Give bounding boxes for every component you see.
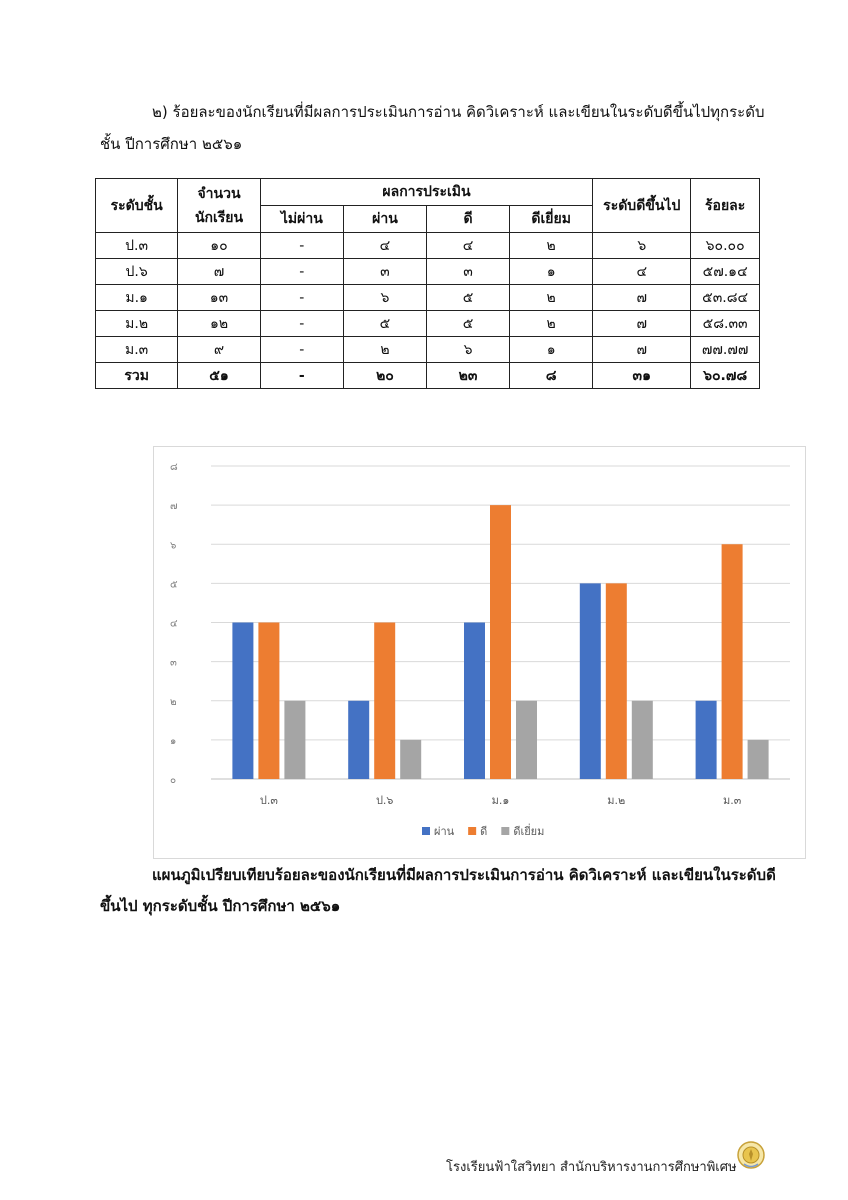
bar-chart — [153, 446, 806, 859]
bar-good — [258, 623, 279, 780]
header-pass: ผ่าน — [343, 206, 426, 233]
bar-pass — [696, 701, 717, 779]
y-tick-label: ๖ — [170, 540, 177, 552]
table-row — [96, 285, 760, 311]
bar-excellent — [632, 701, 653, 779]
cell: ๖๐.๐๐ — [691, 233, 760, 259]
table-row — [96, 337, 760, 363]
header-good-up: ระดับดีขึ้นไป — [593, 179, 691, 233]
x-tick-label: ป.๖ — [375, 794, 394, 807]
legend-label: ดี — [480, 825, 488, 838]
y-tick-label: ๐ — [170, 775, 177, 786]
cell: ๔ — [343, 233, 426, 259]
cell: ป.๓ — [96, 233, 178, 259]
cell: ๖ — [593, 233, 691, 259]
cell: ๑๒ — [178, 311, 260, 337]
header-percent: ร้อยละ — [691, 179, 760, 233]
bar-excellent — [284, 701, 305, 779]
cell: ม.๓ — [96, 337, 178, 363]
cell: ๕ — [427, 311, 510, 337]
cell: ๓ — [343, 259, 426, 285]
bar-pass — [464, 623, 485, 780]
cell: ๙ — [178, 337, 260, 363]
cell: - — [260, 337, 343, 363]
x-tick-label: ป.๓ — [259, 794, 278, 807]
legend-swatch — [501, 827, 509, 835]
cell: ๖๐.๗๘ — [691, 363, 760, 389]
table-row — [96, 311, 760, 337]
cell: ๑๐ — [178, 233, 260, 259]
cell: - — [260, 363, 343, 389]
cell: ๕ — [427, 285, 510, 311]
cell: ๕๗.๑๔ — [691, 259, 760, 285]
cell: ๑ — [510, 259, 593, 285]
header-count: จำนวนนักเรียน — [178, 179, 260, 233]
cell: - — [260, 259, 343, 285]
legend-label: ดีเยี่ยม — [513, 825, 545, 838]
x-tick-label: ม.๒ — [607, 794, 626, 807]
cell: ๗ — [593, 311, 691, 337]
header-good: ดี — [427, 206, 510, 233]
y-tick-label: ๔ — [170, 618, 178, 630]
cell: ๗ — [593, 285, 691, 311]
y-tick-label: ๗ — [170, 501, 178, 513]
bar-good — [722, 544, 743, 779]
y-tick-label: ๘ — [170, 462, 178, 473]
cell: ๖ — [343, 285, 426, 311]
cell: ๒ — [510, 233, 593, 259]
section-heading: ๒) ร้อยละของนักเรียนที่มีผลการประเมินการอ่าน คิดวิเคราะห์ และเขียนในระดับดีขึ้นไปทุกระดับชั้น ปีการศึกษา ๒๕๖๑ — [100, 103, 765, 153]
header-level: ระดับชั้น — [96, 179, 178, 233]
bar-good — [490, 505, 511, 779]
cell: ๗ — [593, 337, 691, 363]
cell: ๓ — [427, 259, 510, 285]
y-tick-label: ๕ — [170, 579, 178, 591]
y-tick-label: ๒ — [170, 696, 177, 708]
cell: ๒๓ — [427, 363, 510, 389]
cell: ๔ — [427, 233, 510, 259]
bar-pass — [348, 701, 369, 779]
bar-good — [374, 623, 395, 780]
cell: ม.๑ — [96, 285, 178, 311]
bar-pass — [232, 623, 253, 780]
bar-pass — [580, 583, 601, 779]
header-excellent: ดีเยี่ยม — [510, 206, 593, 233]
cell: ๒ — [510, 285, 593, 311]
chart-canvas — [154, 447, 805, 858]
cell: ๖ — [427, 337, 510, 363]
cell: ๔ — [593, 259, 691, 285]
cell: - — [260, 311, 343, 337]
cell: ๑๓ — [178, 285, 260, 311]
school-seal-icon — [736, 1140, 766, 1170]
legend-swatch — [468, 827, 476, 835]
bar-excellent — [516, 701, 537, 779]
cell: ป.๖ — [96, 259, 178, 285]
cell: ๗๗.๗๗ — [691, 337, 760, 363]
cell: ๕๘.๓๓ — [691, 311, 760, 337]
table-total-row — [96, 363, 760, 389]
legend-label: ผ่าน — [434, 825, 455, 838]
assessment-table — [95, 178, 760, 389]
x-tick-label: ม.๑ — [491, 794, 510, 807]
cell: ๗ — [178, 259, 260, 285]
bar-good — [606, 583, 627, 779]
cell: ๓๑ — [593, 363, 691, 389]
chart-caption: แผนภูมิเปรียบเทียบร้อยละของนักเรียนที่มีผลการประเมินการอ่าน คิดวิเคราะห์ และเขียนในระดับดีขึ้นไป ทุกระดับชั้น ปีการศึกษา ๒๕๖๑ — [100, 866, 776, 915]
cell: - — [260, 233, 343, 259]
cell: ๒๐ — [343, 363, 426, 389]
bar-excellent — [748, 740, 769, 779]
cell: ๕๑ — [178, 363, 260, 389]
cell: ๒ — [343, 337, 426, 363]
table-row — [96, 259, 760, 285]
cell: ๒ — [510, 311, 593, 337]
x-tick-label: ม.๓ — [722, 794, 742, 807]
cell: ๘ — [510, 363, 593, 389]
cell: ๕ — [343, 311, 426, 337]
table-row — [96, 233, 760, 259]
bar-excellent — [400, 740, 421, 779]
cell: ๕๓.๘๔ — [691, 285, 760, 311]
header-fail: ไม่ผ่าน — [260, 206, 343, 233]
y-tick-label: ๑ — [170, 735, 177, 747]
footer-text: โรงเรียนฟ้าใสวิทยา สำนักบริหารงานการศึกษาพิเศษ — [446, 1160, 737, 1175]
header-result: ผลการประเมิน — [260, 179, 593, 206]
cell: ๑ — [510, 337, 593, 363]
cell: - — [260, 285, 343, 311]
cell: ม.๒ — [96, 311, 178, 337]
legend-swatch — [422, 827, 430, 835]
cell: รวม — [96, 363, 178, 389]
y-tick-label: ๓ — [170, 657, 177, 669]
